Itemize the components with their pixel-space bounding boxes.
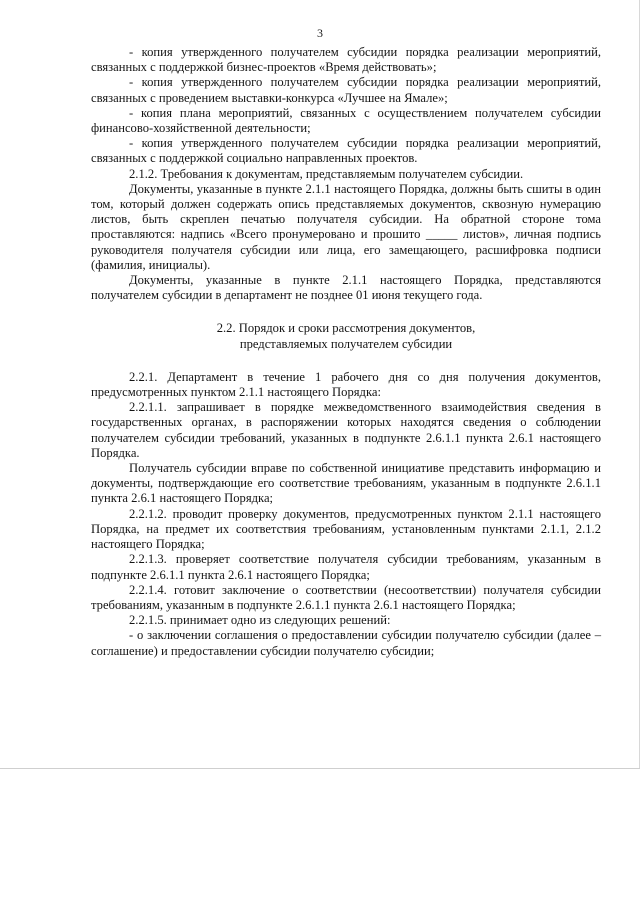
paragraph: - копия утвержденного получателем субсидии порядка реализации мероприятий, связанных с поддержкой бизнес-проектов «Время действовать»; bbox=[91, 45, 601, 75]
paragraph: 2.2.1.1. запрашивает в порядке межведомственного взаимодействия сведения в государственных органах, в распоряжении которых находятся сведения о соблюдении получателем субсидии требований, указанных в подпункте 2.6.1.1 пункта 2.6.1 настоящего Порядка. bbox=[91, 400, 601, 460]
paragraph: - копия утвержденного получателем субсидии порядка реализации мероприятий, связанных с поддержкой социально направленных проектов. bbox=[91, 136, 601, 166]
paragraph: Документы, указанные в пункте 2.1.1 настоящего Порядка, должны быть сшиты в один том, который должен содержать опись представляемых документов, сквозную нумерацию листов, быть скреплен печатью получателя субсидии. На обратной стороне тома проставляются: надпись «Всего пронумеровано и прошито _____ листов», личная подпись руководителя получателя субсидии или лица, его замещающего, расшифровка подписи (фамилия, инициалы). bbox=[91, 181, 601, 272]
page-number: 3 bbox=[317, 26, 323, 40]
paragraph: Получатель субсидии вправе по собственной инициативе представить информацию и документы, подтверждающие его соответствие требованиям, указанным в подпункте 2.6.1.1 пункта 2.6.1 настоящего Порядка; bbox=[91, 461, 601, 506]
paragraph: 2.1.2. Требования к документам, представляемым получателем субсидии. bbox=[129, 166, 524, 181]
spacer bbox=[91, 303, 601, 321]
spacer bbox=[91, 352, 601, 370]
paragraph: 2.2.1.4. готовит заключение о соответствии (несоответствии) получателя субсидии требованиям, указанным в подпункте 2.6.1.1 пункта 2.6.1 настоящего Порядка; bbox=[91, 582, 601, 612]
paragraph: 2.2.1. Департамент в течение 1 рабочего дня со дня получения документов, предусмотренных пунктом 2.1.1 настоящего Порядка: bbox=[91, 369, 601, 400]
document-body bbox=[91, 45, 601, 659]
paragraph: - копия плана мероприятий, связанных с осуществлением получателем субсидии финансово-хозяйственной деятельности; bbox=[91, 105, 601, 136]
paragraph: - копия утвержденного получателем субсидии порядка реализации мероприятий, связанных с проведением выставки-конкурса «Лучшее на Ямале»; bbox=[91, 75, 601, 105]
blank-area bbox=[0, 768, 640, 906]
section-heading-line-1: 2.2. Порядок и сроки рассмотрения документов, bbox=[216, 321, 476, 336]
paragraph: - о заключении соглашения о предоставлении субсидии получателю субсидии (далее – соглашение) и предоставлении субсидии получателю субсидии; bbox=[91, 628, 601, 658]
paragraph: Документы, указанные в пункте 2.1.1 настоящего Порядка, представляются получателем субсидии в департамент не позднее 01 июня текущего года. bbox=[91, 273, 601, 303]
paragraph: 2.2.1.5. принимает одно из следующих решений: bbox=[129, 613, 391, 628]
paragraph: 2.2.1.2. проводит проверку документов, предусмотренных пунктом 2.1.1 настоящего Порядка, на предмет их соответствия требованиям, установленным пунктами 2.1.1, 2.1.2 настоящего Порядка; bbox=[91, 506, 601, 552]
section-heading-line-2: представляемых получателем субсидии bbox=[239, 336, 453, 351]
paragraph: 2.2.1.3. проверяет соответствие получателя субсидии требованиям, указанным в подпункте 2.6.1.1 пункта 2.6.1 настоящего Порядка; bbox=[91, 552, 601, 582]
